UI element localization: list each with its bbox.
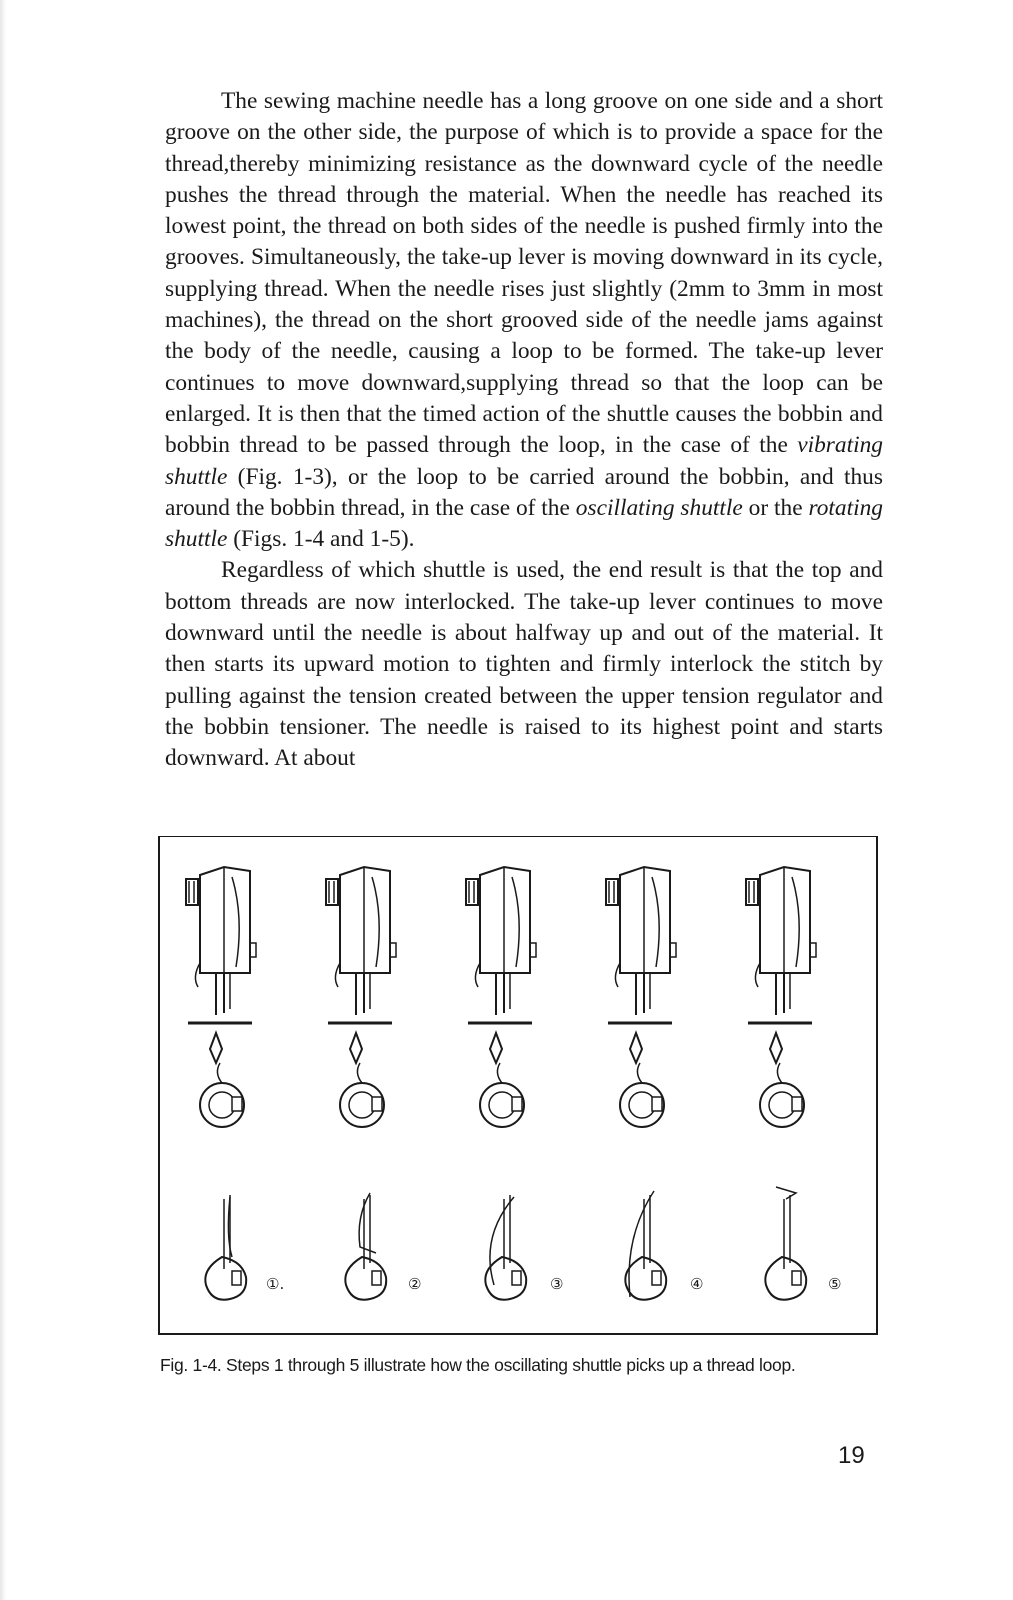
step-label-1: ①. <box>266 1275 285 1293</box>
term-rotating-shuttle: rotating shuttle <box>165 494 883 553</box>
sewing-sequence-illustration <box>160 837 876 1333</box>
paragraph-1: The sewing machine needle has a long groove on one side and a short groove on the other side, the purpose of which is to provide a space for the thread,thereby minimizing resistance as the downward cycle of the needle pushes the thread through the material. When the needle has reached its lowest point, the thread on both sides of the needle is pushed firmly into the grooves. Simultaneously, the take-up lever is moving downward in its cycle, supplying thread. When the needle rises just slightly (2mm to 3mm in most machines), the thread on the short grooved side of the needle jams against the body of the needle, causing a loop to be formed. The take-up lever continues to move downward,supplying thread so that the loop can be enlarged. It is then that the timed action of the shuttle causes the bobbin and bobbin thread to be passed through the loop, in the case of the vibrating shuttle (Fig. 1-3), or the loop to be carried around the bobbin, and thus around the bobbin thread, in the case of the oscillating shuttle or the rotating shuttle (Figs. 1-4 and 1-5). <box>165 88 883 553</box>
page-number: 19 <box>838 1442 865 1469</box>
step-label-4: ④ <box>690 1275 704 1293</box>
term-oscillating-shuttle: oscillating shuttle <box>575 494 743 521</box>
machine-step-4 <box>606 867 676 1300</box>
machine-step-1 <box>186 867 256 1300</box>
machine-step-3 <box>466 867 536 1300</box>
step-label-2: ② <box>408 1275 422 1293</box>
term-vibrating-shuttle: vibrating shuttle <box>165 432 883 490</box>
step-label-3: ③ <box>550 1275 564 1293</box>
machine-step-2 <box>326 867 396 1300</box>
paragraph-2: Regardless of which shuttle is used, the end result is that the top and bottom threads are now interlocked. The take-up lever continues to move downward until the needle is about halfway up and out of the material. It then starts its upward motion to tighten and firmly interlock the stitch by pulling against the tension created between the upper tension regulator and the bobbin tensioner. The needle is raised to its highest point and starts downward. At about <box>165 557 883 772</box>
machine-step-5 <box>746 867 816 1300</box>
step-label-5: ⑤ <box>828 1275 842 1293</box>
figure-1-4 <box>158 836 878 1335</box>
figure-caption: Fig. 1-4. Steps 1 through 5 illustrate how the oscillating shuttle picks up a thread loop. <box>160 1355 796 1375</box>
body-text <box>165 86 883 775</box>
page-edge <box>0 0 6 1600</box>
